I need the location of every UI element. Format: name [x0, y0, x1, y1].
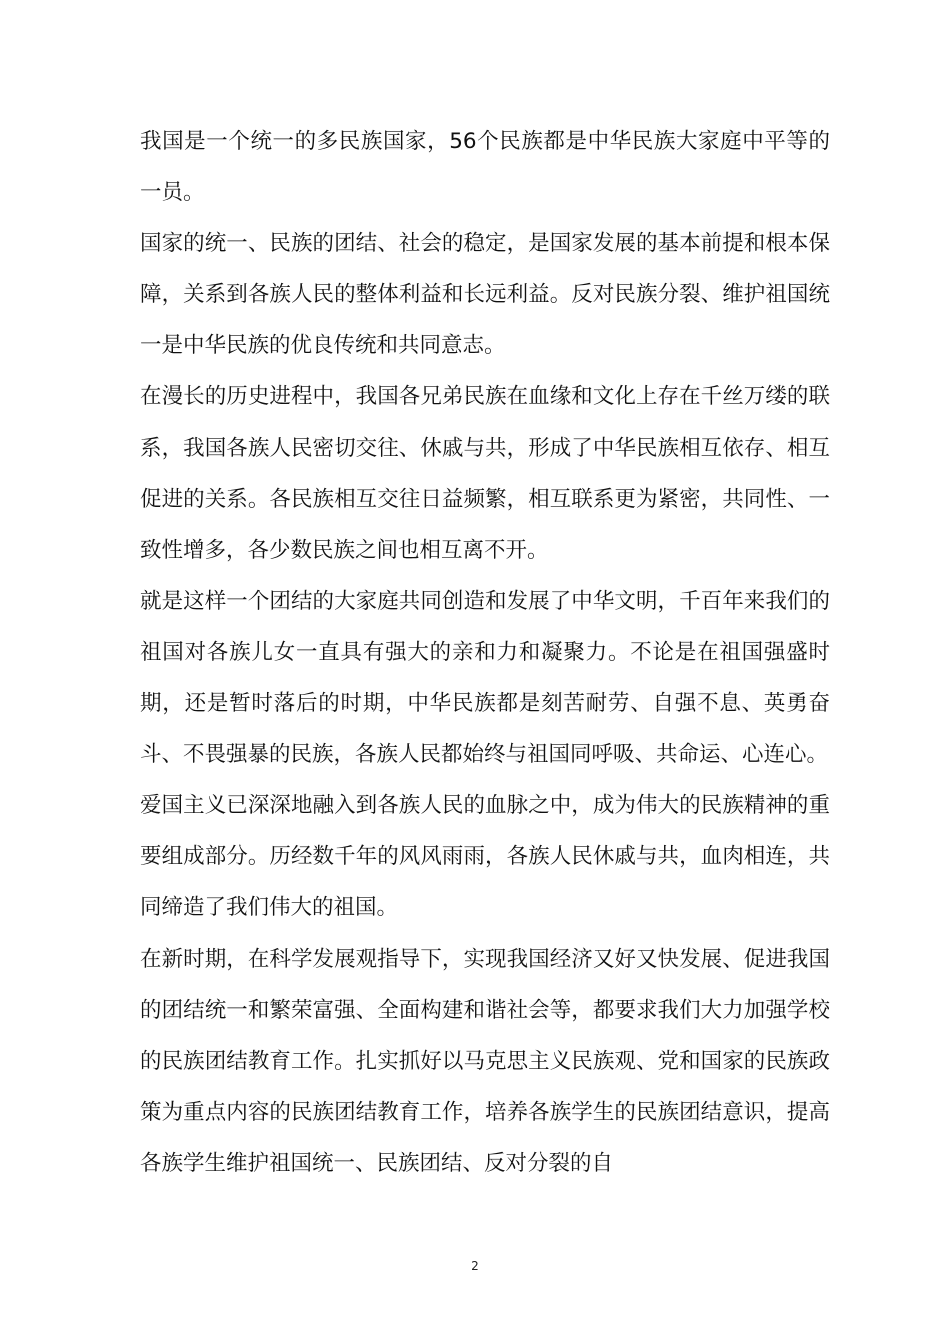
paragraph-2: 国家的统一、民族的团结、社会的稳定，是国家发展的基本前提和根本保障，关系到各族人民的整体利益和长远利益。反对民族分裂、维护祖国统一是中华民族的优良传统和共同意志。	[140, 231, 830, 359]
page-number: 2	[471, 1259, 479, 1273]
paragraph-1: 我国是一个统一的多民族国家，56个民族都是中华民族大家庭中平等的一员。	[140, 129, 830, 206]
paragraph-4: 就是这样一个团结的大家庭共同创造和发展了中华文明，千百年来我们的祖国对各族儿女一直具有强大的亲和力和凝聚力。不论是在祖国强盛时期，还是暂时落后的时期，中华民族都是刻苦耐劳、自强不息、英勇奋斗、不畏强暴的民族，各族人民都始终与祖国同呼吸、共命运、心连心。	[140, 588, 830, 768]
paragraph-6: 在新时期，在科学发展观指导下，实现我国经济又好又快发展、促进我国的团结统一和繁荣富强、全面构建和谐社会等，都要求我们大力加强学校的民族团结教育工作。扎实抓好以马克思主义民族观、党和国家的民族政策为重点内容的民族团结教育工作，培养各族学生的民族团结意识，提高各族学生维护祖国统一、民族团结、反对分裂的自	[140, 946, 830, 1176]
paragraph-5: 爱国主义已深深地融入到各族人民的血脉之中，成为伟大的民族精神的重要组成部分。历经数千年的风风雨雨，各族人民休戚与共，血肉相连，共同缔造了我们伟大的祖国。	[140, 793, 830, 921]
document-body	[140, 116, 830, 1189]
paragraph-3: 在漫长的历史进程中，我国各兄弟民族在血缘和文化上存在千丝万缕的联系，我国各族人民密切交往、休戚与共，形成了中华民族相互依存、相互促进的关系。各民族相互交往日益频繁，相互联系更为紧密，共同性、一致性增多，各少数民族之间也相互离不开。	[140, 384, 830, 563]
